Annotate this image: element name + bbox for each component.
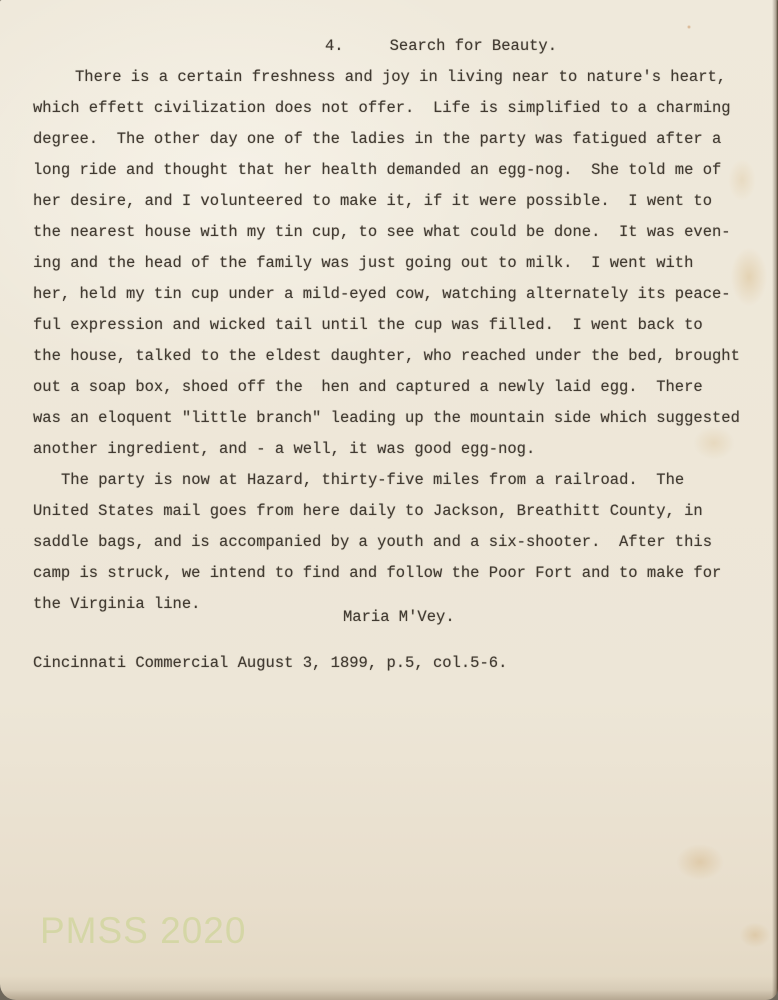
text-line: saddle bags, and is accompanied by a youth and a six-shooter. After this	[33, 533, 713, 551]
text-line: another ingredient, and - a well, it was good egg-nog.	[33, 440, 536, 458]
text-line: camp is struck, we intend to find and follow the Poor Fort and to make for	[33, 564, 722, 582]
text-line: the Virginia line.	[33, 595, 201, 613]
text-line: her desire, and I volunteered to make it, if it were possible. I went to	[33, 192, 713, 210]
paragraph-1	[33, 62, 749, 465]
text-line: was an eloquent "little branch" leading up the mountain side which suggested	[33, 409, 740, 427]
text-line: degree. The other day one of the ladies in the party was fatigued after a	[33, 130, 722, 148]
archive-watermark: PMSS 2020	[40, 910, 247, 951]
text-line: which effett civilization does not offer. Life is simplified to a charming	[33, 99, 731, 117]
text-line: out a soap box, shoed off the hen and captured a newly laid egg. There	[33, 378, 703, 396]
text-line: United States mail goes from here daily to Jackson, Breathitt County, in	[33, 502, 703, 520]
text-line: the nearest house with my tin cup, to see what could be done. It was even-	[33, 223, 731, 241]
text-line: ful expression and wicked tail until the cup was filled. I went back to	[33, 316, 703, 334]
typewritten-text-block	[33, 31, 749, 620]
author-signature: Maria M'Vey.	[343, 608, 455, 626]
text-line: The party is now at Hazard, thirty-five miles from a railroad. The	[61, 471, 685, 489]
paragraph-2	[33, 465, 749, 620]
text-line: long ride and thought that her health demanded an egg-nog. She told me of	[33, 161, 722, 179]
page-number: 4.	[325, 37, 344, 55]
document-title: Search for Beauty.	[389, 37, 558, 55]
text-line: ing and the head of the family was just going out to milk. I went with	[33, 254, 694, 272]
text-line: There is a certain freshness and joy in living near to nature's heart,	[75, 68, 727, 86]
text-line: her, held my tin cup under a mild-eyed cow, watching alternately its peace-	[33, 285, 731, 303]
page-heading	[33, 31, 749, 62]
text-line: the house, talked to the eldest daughter, who reached under the bed, brought	[33, 347, 740, 365]
source-citation: Cincinnati Commercial August 3, 1899, p.5, col.5-6.	[33, 654, 508, 672]
